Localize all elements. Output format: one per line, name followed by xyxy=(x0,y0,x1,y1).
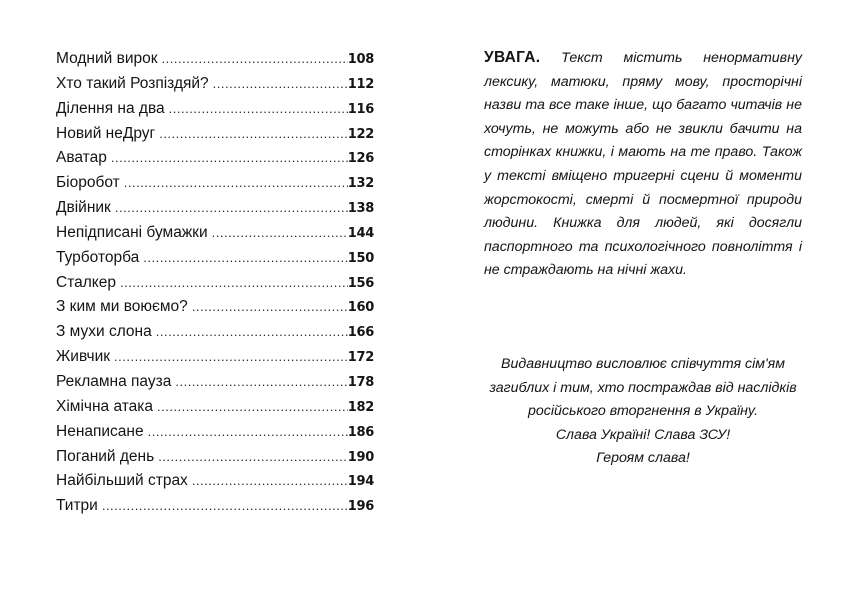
toc-dot-leader xyxy=(156,320,348,345)
toc-entry-title: Хімічна атака xyxy=(56,397,154,415)
content-warning xyxy=(484,46,802,283)
toc-dot-leader xyxy=(169,97,348,122)
toc-entry-page: 126 xyxy=(347,151,374,167)
toc-entry-page: 196 xyxy=(347,499,374,515)
toc-dot-leader xyxy=(159,122,348,147)
toc-dot-leader xyxy=(120,271,348,296)
toc-dot-leader xyxy=(148,420,348,445)
toc-entry xyxy=(56,420,374,445)
toc-entry-title: Рекламна пауза xyxy=(56,372,172,390)
toc-dot-leader xyxy=(175,370,347,395)
tribute-line: російського вторгнення в Україну. xyxy=(527,403,759,419)
toc-dot-leader xyxy=(212,221,348,246)
toc-entry-page: 112 xyxy=(347,76,374,92)
toc-entry xyxy=(56,122,374,147)
toc-entry-page: 116 xyxy=(347,101,374,117)
toc-entry xyxy=(56,271,374,296)
toc-entry-title: Найбільший страх xyxy=(56,472,188,490)
tribute-line: загиблих і тим, хто постраждав від наслідків xyxy=(489,379,797,396)
toc-entry-title: З ким ми воюємо? xyxy=(56,298,188,316)
toc-entry xyxy=(56,72,374,97)
toc-entry-page: 160 xyxy=(347,300,374,316)
warning-label: УВАГА. xyxy=(484,49,541,66)
toc-entry-page: 132 xyxy=(347,176,374,192)
toc-entry-title: Модний вирок xyxy=(56,50,158,67)
toc-entry-page: 138 xyxy=(347,201,374,217)
toc-entry-title: Хто такий Розпіздяй? xyxy=(56,74,209,92)
toc-entry-title: Титри xyxy=(56,497,98,515)
toc-entry-title: Непідписані бумажки xyxy=(56,223,208,241)
toc-entry xyxy=(56,171,374,196)
toc-entry xyxy=(56,47,374,72)
toc-entry-page: 156 xyxy=(347,275,374,291)
table-of-contents xyxy=(56,47,374,519)
toc-dot-leader xyxy=(114,345,348,370)
toc-entry-title: Ненаписане xyxy=(56,422,144,440)
toc-dot-leader xyxy=(143,246,347,271)
toc-dot-leader xyxy=(111,146,348,171)
toc-entry-page: 182 xyxy=(347,399,374,415)
toc-entry-page: 172 xyxy=(347,350,374,366)
toc-entry xyxy=(56,196,374,221)
toc-entry-title: Ділення на два xyxy=(56,99,165,117)
toc-dot-leader xyxy=(158,445,348,470)
toc-entry xyxy=(56,97,374,122)
tribute-line: Видавництво висловлює співчуття сім'ям xyxy=(501,356,785,372)
toc-entry-page: 122 xyxy=(347,126,374,142)
toc-entry-title: Біоробот xyxy=(56,174,120,192)
toc-entry xyxy=(56,370,374,395)
toc-dot-leader xyxy=(162,47,348,72)
toc-entry-title: Сталкер xyxy=(56,273,116,291)
toc-entry-title: Живчик xyxy=(56,348,111,366)
toc-dot-leader xyxy=(157,395,348,420)
toc-entry-title: Поганий день xyxy=(56,447,155,465)
toc-entry xyxy=(56,345,374,370)
toc-entry xyxy=(56,221,374,246)
toc-entry xyxy=(56,395,374,420)
toc-entry-title: Новий неДруг xyxy=(56,124,156,142)
tribute-line: Слава Україні! Слава ЗСУ! xyxy=(555,426,731,443)
toc-dot-leader xyxy=(102,494,348,519)
toc-entry-page: 190 xyxy=(347,449,374,465)
toc-entry-page: 144 xyxy=(347,225,374,241)
toc-dot-leader xyxy=(115,196,348,221)
toc-entry xyxy=(56,469,374,494)
toc-entry-title: Аватар xyxy=(56,149,107,167)
toc-entry-page: 150 xyxy=(347,250,374,266)
toc-entry xyxy=(56,295,374,320)
warning-text: Текст містить ненормативну лексику, матюки, пряму мову, просторічні назви та все таке інше, що багато читачів не хочуть, не можуть або не звикли бачити на сторінках книжки, і мають на те право. Також у тексті вміщено тригерні сцени й моменти жорстокості, смерті й посмертної природи людини. Книжка для людей, які досягли паспортного та психологічного повноліття і не страждають на нічні жахи. xyxy=(484,50,802,279)
toc-entry-title: Двійник xyxy=(56,199,111,217)
toc-entry xyxy=(56,445,374,470)
toc-dot-leader xyxy=(213,72,348,97)
toc-dot-leader xyxy=(192,295,348,320)
toc-entry-page: 178 xyxy=(347,374,374,390)
toc-entry-title: З мухи слона xyxy=(56,323,152,341)
toc-entry xyxy=(56,494,374,519)
toc-dot-leader xyxy=(192,469,348,494)
toc-entry-title: Турботорба xyxy=(56,248,140,266)
publisher-tribute xyxy=(484,353,802,471)
toc-entry-page: 194 xyxy=(347,474,374,490)
toc-entry xyxy=(56,146,374,171)
toc-entry-page: 186 xyxy=(347,424,374,440)
toc-dot-leader xyxy=(124,171,348,196)
toc-entry-page: 166 xyxy=(347,325,374,341)
tribute-line: Героям слава! xyxy=(596,450,690,466)
toc-entry-page: 108 xyxy=(347,52,374,67)
toc-entry xyxy=(56,246,374,271)
toc-entry xyxy=(56,320,374,345)
